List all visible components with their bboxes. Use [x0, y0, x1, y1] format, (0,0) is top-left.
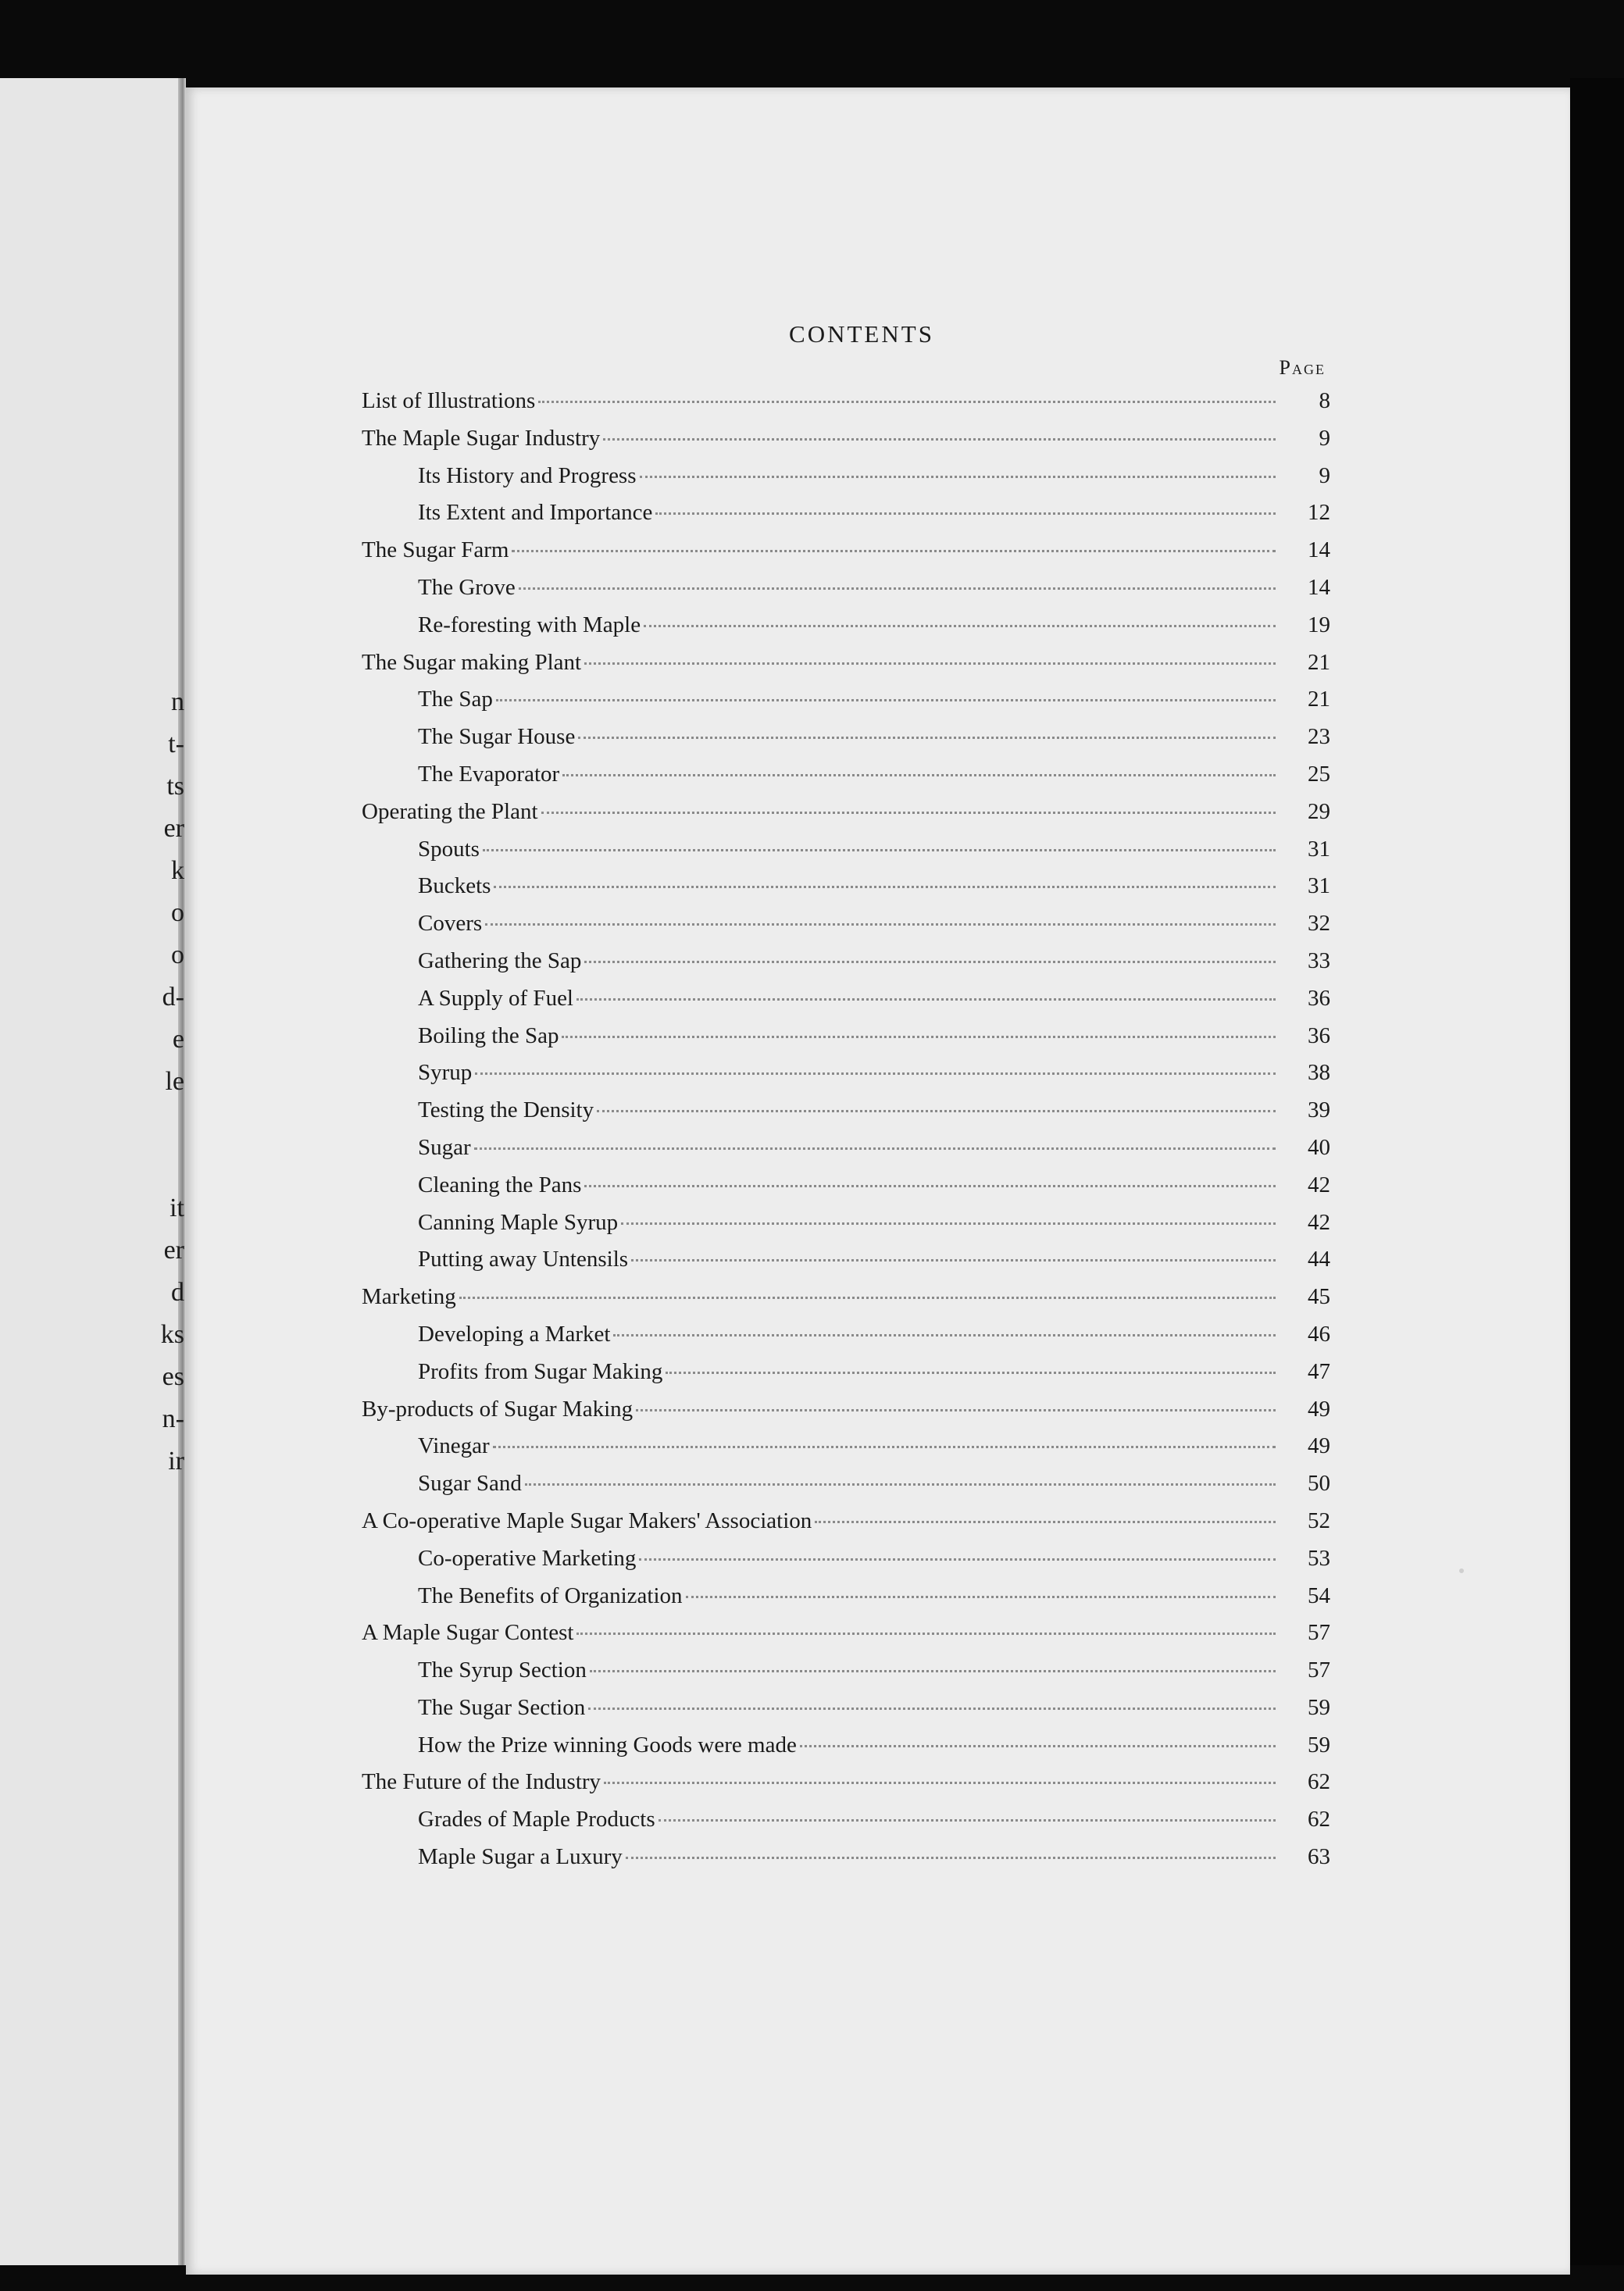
toc-entry-title: The Syrup Section — [418, 1658, 587, 1683]
dot-leader — [525, 1483, 1276, 1486]
dot-leader — [666, 1372, 1276, 1374]
toc-entry-title: Spouts — [418, 836, 480, 862]
toc-entry-page: 59 — [1308, 1694, 1330, 1720]
toc-entry-page: 36 — [1308, 985, 1330, 1011]
toc-entry-page: 40 — [1308, 1134, 1330, 1160]
toc-entry-title: The Evaporator — [418, 761, 560, 787]
dot-leader — [576, 1633, 1276, 1635]
toc-entry-title: The Sugar making Plant — [362, 649, 582, 675]
toc-entry-page: 45 — [1308, 1284, 1330, 1310]
dot-leader — [494, 886, 1276, 888]
toc-entry-page: 49 — [1308, 1396, 1330, 1422]
dot-leader — [640, 476, 1276, 478]
toc-entry-page: 38 — [1308, 1060, 1330, 1086]
toc-entry-page: 9 — [1319, 462, 1330, 488]
toc-entry-title: Grades of Maple Products — [418, 1807, 655, 1832]
dot-leader — [584, 961, 1276, 963]
previous-page-fragment: t- — [168, 730, 184, 758]
toc-entry-title: Profits from Sugar Making — [418, 1358, 663, 1384]
toc-entry-page: 14 — [1308, 537, 1330, 563]
toc-entry-title: Covers — [418, 911, 483, 937]
toc-entry — [362, 494, 1330, 532]
dot-leader — [584, 662, 1276, 665]
dot-leader — [459, 1297, 1276, 1299]
previous-page-fragment: n — [171, 687, 184, 716]
toc-entry-title: Syrup — [418, 1060, 473, 1086]
toc-entry-title: Operating the Plant — [362, 798, 538, 824]
toc-entry-page: 54 — [1308, 1583, 1330, 1608]
toc-entry-page: 59 — [1308, 1732, 1330, 1758]
toc-entry-title: Co-operative Marketing — [418, 1545, 637, 1571]
toc-entry-page: 49 — [1308, 1433, 1330, 1459]
toc-entry — [362, 383, 1330, 420]
toc-entry — [362, 1129, 1330, 1167]
dot-leader — [496, 699, 1276, 701]
dot-leader — [603, 438, 1276, 441]
toc-entry-title: A Maple Sugar Contest — [362, 1620, 574, 1646]
scan-border — [1570, 78, 1624, 2265]
toc-entry-title: Buckets — [418, 873, 491, 899]
toc-entry — [362, 794, 1330, 831]
dot-leader — [597, 1110, 1276, 1112]
toc-entry-title: List of Illustrations — [362, 388, 536, 413]
toc-entry — [362, 905, 1330, 943]
dot-leader — [604, 1782, 1276, 1784]
previous-page-fragment: o — [171, 898, 184, 927]
toc-entry — [362, 1801, 1330, 1839]
table-of-contents — [362, 320, 1330, 1876]
toc-entry-page: 29 — [1308, 798, 1330, 824]
dot-leader — [519, 587, 1276, 590]
dot-leader — [576, 998, 1276, 1001]
dot-leader — [800, 1745, 1276, 1747]
toc-entry-page: 47 — [1308, 1358, 1330, 1384]
toc-entry — [362, 458, 1330, 495]
previous-page-fragment: er — [163, 814, 184, 843]
toc-entry-title: Marketing — [362, 1284, 456, 1310]
toc-entry — [362, 1167, 1330, 1204]
toc-entry — [362, 980, 1330, 1018]
toc-entry-title: The Sugar Section — [418, 1694, 586, 1720]
toc-entry-page: 57 — [1308, 1658, 1330, 1683]
toc-entry-page: 12 — [1308, 500, 1330, 526]
previous-page-text-fragments — [0, 687, 186, 1625]
toc-entry-page: 36 — [1308, 1022, 1330, 1048]
toc-entry — [362, 1652, 1330, 1690]
toc-entry — [362, 1690, 1330, 1727]
toc-entry-title: Cleaning the Pans — [418, 1172, 582, 1197]
toc-entry-title: A Co-operative Maple Sugar Makers' Association — [362, 1508, 812, 1533]
toc-entry — [362, 1316, 1330, 1354]
toc-entry-page: 31 — [1308, 836, 1330, 862]
toc-entry — [362, 681, 1330, 719]
toc-entry — [362, 1055, 1330, 1092]
toc-entry — [362, 1241, 1330, 1279]
toc-entry-title: The Sugar Farm — [362, 537, 509, 563]
toc-entry — [362, 1354, 1330, 1391]
toc-entry-title: A Supply of Fuel — [418, 985, 573, 1011]
toc-entry-title: Its History and Progress — [418, 462, 637, 488]
toc-entry-title: Boiling the Sap — [418, 1022, 559, 1048]
dot-leader — [538, 401, 1276, 403]
toc-entry-title: The Sap — [418, 687, 493, 712]
toc-entry-title: The Maple Sugar Industry — [362, 425, 601, 451]
toc-entry-page: 23 — [1308, 724, 1330, 750]
dot-leader — [493, 1446, 1276, 1448]
previous-page-fragment: d — [171, 1278, 184, 1307]
dot-leader — [584, 1185, 1276, 1187]
dot-leader — [562, 1036, 1276, 1038]
toc-entry-title: The Sugar House — [418, 724, 576, 750]
dot-leader — [590, 1670, 1276, 1672]
toc-entry — [362, 1764, 1330, 1801]
dot-leader — [562, 774, 1276, 776]
toc-entry — [362, 644, 1330, 682]
toc-entry-title: Sugar Sand — [418, 1471, 522, 1497]
toc-entry-title: Canning Maple Syrup — [418, 1209, 619, 1235]
toc-entry-page: 32 — [1308, 911, 1330, 937]
toc-entry — [362, 607, 1330, 644]
toc-entry-page: 39 — [1308, 1097, 1330, 1123]
toc-entry — [362, 719, 1330, 756]
previous-page-fragment: k — [171, 856, 184, 885]
toc-entry — [362, 1578, 1330, 1615]
toc-entry-page: 14 — [1308, 574, 1330, 600]
toc-entry-page: 46 — [1308, 1321, 1330, 1347]
toc-entry — [362, 1428, 1330, 1465]
previous-page-strip — [0, 78, 186, 2265]
toc-entry — [362, 831, 1330, 869]
previous-page-fragment: d- — [162, 983, 184, 1012]
toc-entry-page: 33 — [1308, 947, 1330, 973]
previous-page-fragment: er — [163, 1236, 184, 1265]
dot-leader — [621, 1222, 1276, 1225]
dot-leader — [541, 812, 1276, 814]
toc-entry-title: Gathering the Sap — [418, 947, 582, 973]
previous-page-fragment: ks — [160, 1320, 184, 1349]
previous-page-fragment: le — [165, 1067, 184, 1096]
toc-entry-page: 50 — [1308, 1471, 1330, 1497]
toc-entry — [362, 420, 1330, 458]
toc-entry-page: 53 — [1308, 1545, 1330, 1571]
toc-entry — [362, 532, 1330, 569]
toc-entry-title: Maple Sugar a Luxury — [418, 1844, 623, 1870]
toc-entry-page: 21 — [1308, 649, 1330, 675]
toc-entry — [362, 943, 1330, 980]
dot-leader — [588, 1708, 1276, 1710]
toc-entry-title: How the Prize winning Goods were made — [418, 1732, 797, 1758]
previous-page-fragment: ts — [166, 772, 184, 801]
toc-entry — [362, 756, 1330, 794]
toc-entry-page: 21 — [1308, 687, 1330, 712]
dot-leader — [659, 1819, 1276, 1822]
toc-entry-title: Developing a Market — [418, 1321, 611, 1347]
toc-entry-title: The Future of the Industry — [362, 1769, 601, 1795]
dot-leader — [578, 737, 1276, 739]
toc-entry-page: 42 — [1308, 1172, 1330, 1197]
toc-entry-title: Re-foresting with Maple — [418, 612, 641, 637]
toc-entry-page: 63 — [1308, 1844, 1330, 1870]
toc-entry-title: The Grove — [418, 574, 516, 600]
toc-entry-page: 8 — [1319, 388, 1330, 413]
toc-entry-page: 19 — [1308, 612, 1330, 637]
toc-entry-page: 44 — [1308, 1247, 1330, 1272]
previous-page-fragment: n- — [162, 1404, 184, 1433]
dot-leader — [644, 625, 1276, 627]
toc-entry — [362, 1839, 1330, 1876]
toc-entry — [362, 1018, 1330, 1055]
toc-entry — [362, 1503, 1330, 1540]
toc-entry-title: By-products of Sugar Making — [362, 1396, 634, 1422]
toc-entry-title: Sugar — [418, 1134, 471, 1160]
previous-page-fragment: it — [170, 1194, 184, 1222]
dot-leader — [631, 1259, 1276, 1261]
previous-page-fragment: o — [171, 940, 184, 969]
page-column-header: Page — [1279, 356, 1326, 379]
dot-leader — [626, 1857, 1276, 1859]
toc-list — [362, 383, 1330, 1876]
toc-entry — [362, 1391, 1330, 1429]
toc-entry-title: The Benefits of Organization — [418, 1583, 683, 1608]
toc-entry — [362, 1204, 1330, 1242]
toc-entry-page: 57 — [1308, 1620, 1330, 1646]
toc-entry — [362, 1727, 1330, 1765]
toc-entry-title: Putting away Untensils — [418, 1247, 629, 1272]
dot-leader — [512, 550, 1276, 552]
dot-leader — [485, 923, 1276, 926]
toc-entry — [362, 1092, 1330, 1129]
dot-leader — [686, 1596, 1276, 1598]
toc-entry-title: Vinegar — [418, 1433, 490, 1459]
contents-title: CONTENTS — [789, 320, 934, 348]
toc-entry-page: 62 — [1308, 1769, 1330, 1795]
previous-page-fragment: es — [162, 1362, 184, 1391]
dot-leader — [636, 1409, 1276, 1411]
toc-entry-page: 52 — [1308, 1508, 1330, 1533]
dot-leader — [483, 849, 1276, 851]
dot-leader — [475, 1072, 1276, 1075]
toc-entry — [362, 1615, 1330, 1652]
toc-entry-page: 42 — [1308, 1209, 1330, 1235]
toc-entry-page: 31 — [1308, 873, 1330, 899]
toc-entry — [362, 1465, 1330, 1503]
previous-page-fragment: e — [172, 1025, 184, 1054]
previous-page-fragment: ir — [168, 1447, 184, 1476]
dot-leader — [655, 512, 1276, 515]
toc-entry-page: 25 — [1308, 761, 1330, 787]
dot-leader — [474, 1147, 1276, 1150]
toc-entry-page: 9 — [1319, 425, 1330, 451]
dot-leader — [639, 1558, 1276, 1561]
toc-entry — [362, 569, 1330, 607]
toc-entry-page: 62 — [1308, 1807, 1330, 1832]
dot-leader — [613, 1334, 1276, 1336]
toc-entry — [362, 1540, 1330, 1578]
scan-speck — [1459, 1568, 1464, 1573]
toc-entry-title: Testing the Density — [418, 1097, 594, 1123]
toc-entry — [362, 1279, 1330, 1316]
toc-entry-title: Its Extent and Importance — [418, 500, 653, 526]
dot-leader — [815, 1521, 1276, 1523]
toc-entry — [362, 868, 1330, 905]
